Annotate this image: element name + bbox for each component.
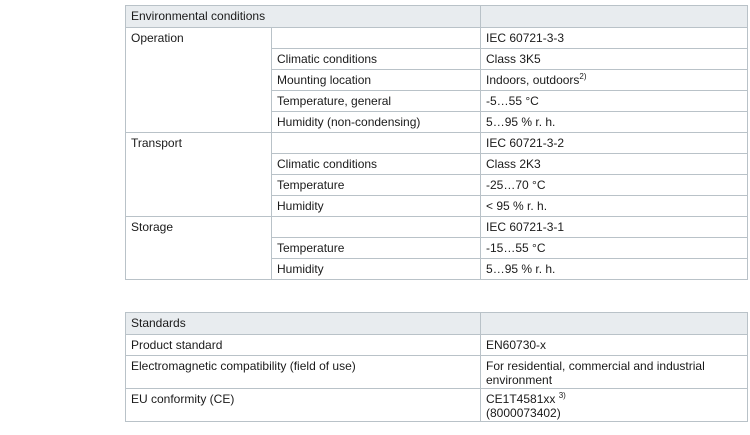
environmental-conditions-title: Environmental conditions (126, 6, 481, 28)
transport-standard: IEC 60721-3-2 (481, 133, 748, 154)
param-cell: Humidity (non-condensing) (272, 112, 481, 133)
value-text-secondary: (8000073402) (486, 406, 561, 420)
table-row (126, 389, 748, 422)
empty-cell (272, 217, 481, 238)
value-cell: Class 2K3 (481, 154, 748, 175)
value-cell: 5…95 % r. h. (481, 259, 748, 280)
value-cell: -5…55 °C (481, 91, 748, 112)
value-cell (481, 70, 748, 91)
value-cell (481, 389, 748, 422)
value-cell: 5…95 % r. h. (481, 112, 748, 133)
label-cell: EU conformity (CE) (126, 389, 481, 422)
param-cell: Temperature (272, 238, 481, 259)
transport-label: Transport (126, 133, 272, 217)
standards-table (125, 312, 748, 422)
value-cell: -25…70 °C (481, 175, 748, 196)
table-row (126, 28, 748, 49)
value-text: Indoors, outdoors (486, 73, 580, 87)
table-header-row (126, 313, 748, 335)
param-cell: Temperature (272, 175, 481, 196)
storage-label: Storage (126, 217, 272, 280)
value-cell: For residential, commercial and industrial environment (481, 356, 748, 389)
param-cell: Humidity (272, 259, 481, 280)
environmental-conditions-table (125, 5, 748, 280)
standards-title: Standards (126, 313, 481, 335)
header-empty-cell (481, 6, 748, 28)
footnote-marker: 2) (579, 72, 587, 81)
header-empty-cell (481, 313, 748, 335)
param-cell: Mounting location (272, 70, 481, 91)
param-cell: Humidity (272, 196, 481, 217)
param-cell: Climatic conditions (272, 49, 481, 70)
operation-standard: IEC 60721-3-3 (481, 28, 748, 49)
table-row (126, 335, 748, 356)
table-row (126, 217, 748, 238)
table-row (126, 356, 748, 389)
table-row (126, 133, 748, 154)
param-cell: Climatic conditions (272, 154, 481, 175)
value-cell: Class 3K5 (481, 49, 748, 70)
label-cell: Electromagnetic compatibility (field of use) (126, 356, 481, 389)
value-cell: < 95 % r. h. (481, 196, 748, 217)
value-cell: -15…55 °C (481, 238, 748, 259)
footnote-marker: 3) (558, 391, 566, 400)
value-cell: EN60730-x (481, 335, 748, 356)
value-text: CE1T4581xx (486, 392, 556, 406)
empty-cell (272, 133, 481, 154)
param-cell: Temperature, general (272, 91, 481, 112)
empty-cell (272, 28, 481, 49)
label-cell: Product standard (126, 335, 481, 356)
storage-standard: IEC 60721-3-1 (481, 217, 748, 238)
table-header-row (126, 6, 748, 28)
operation-label: Operation (126, 28, 272, 133)
